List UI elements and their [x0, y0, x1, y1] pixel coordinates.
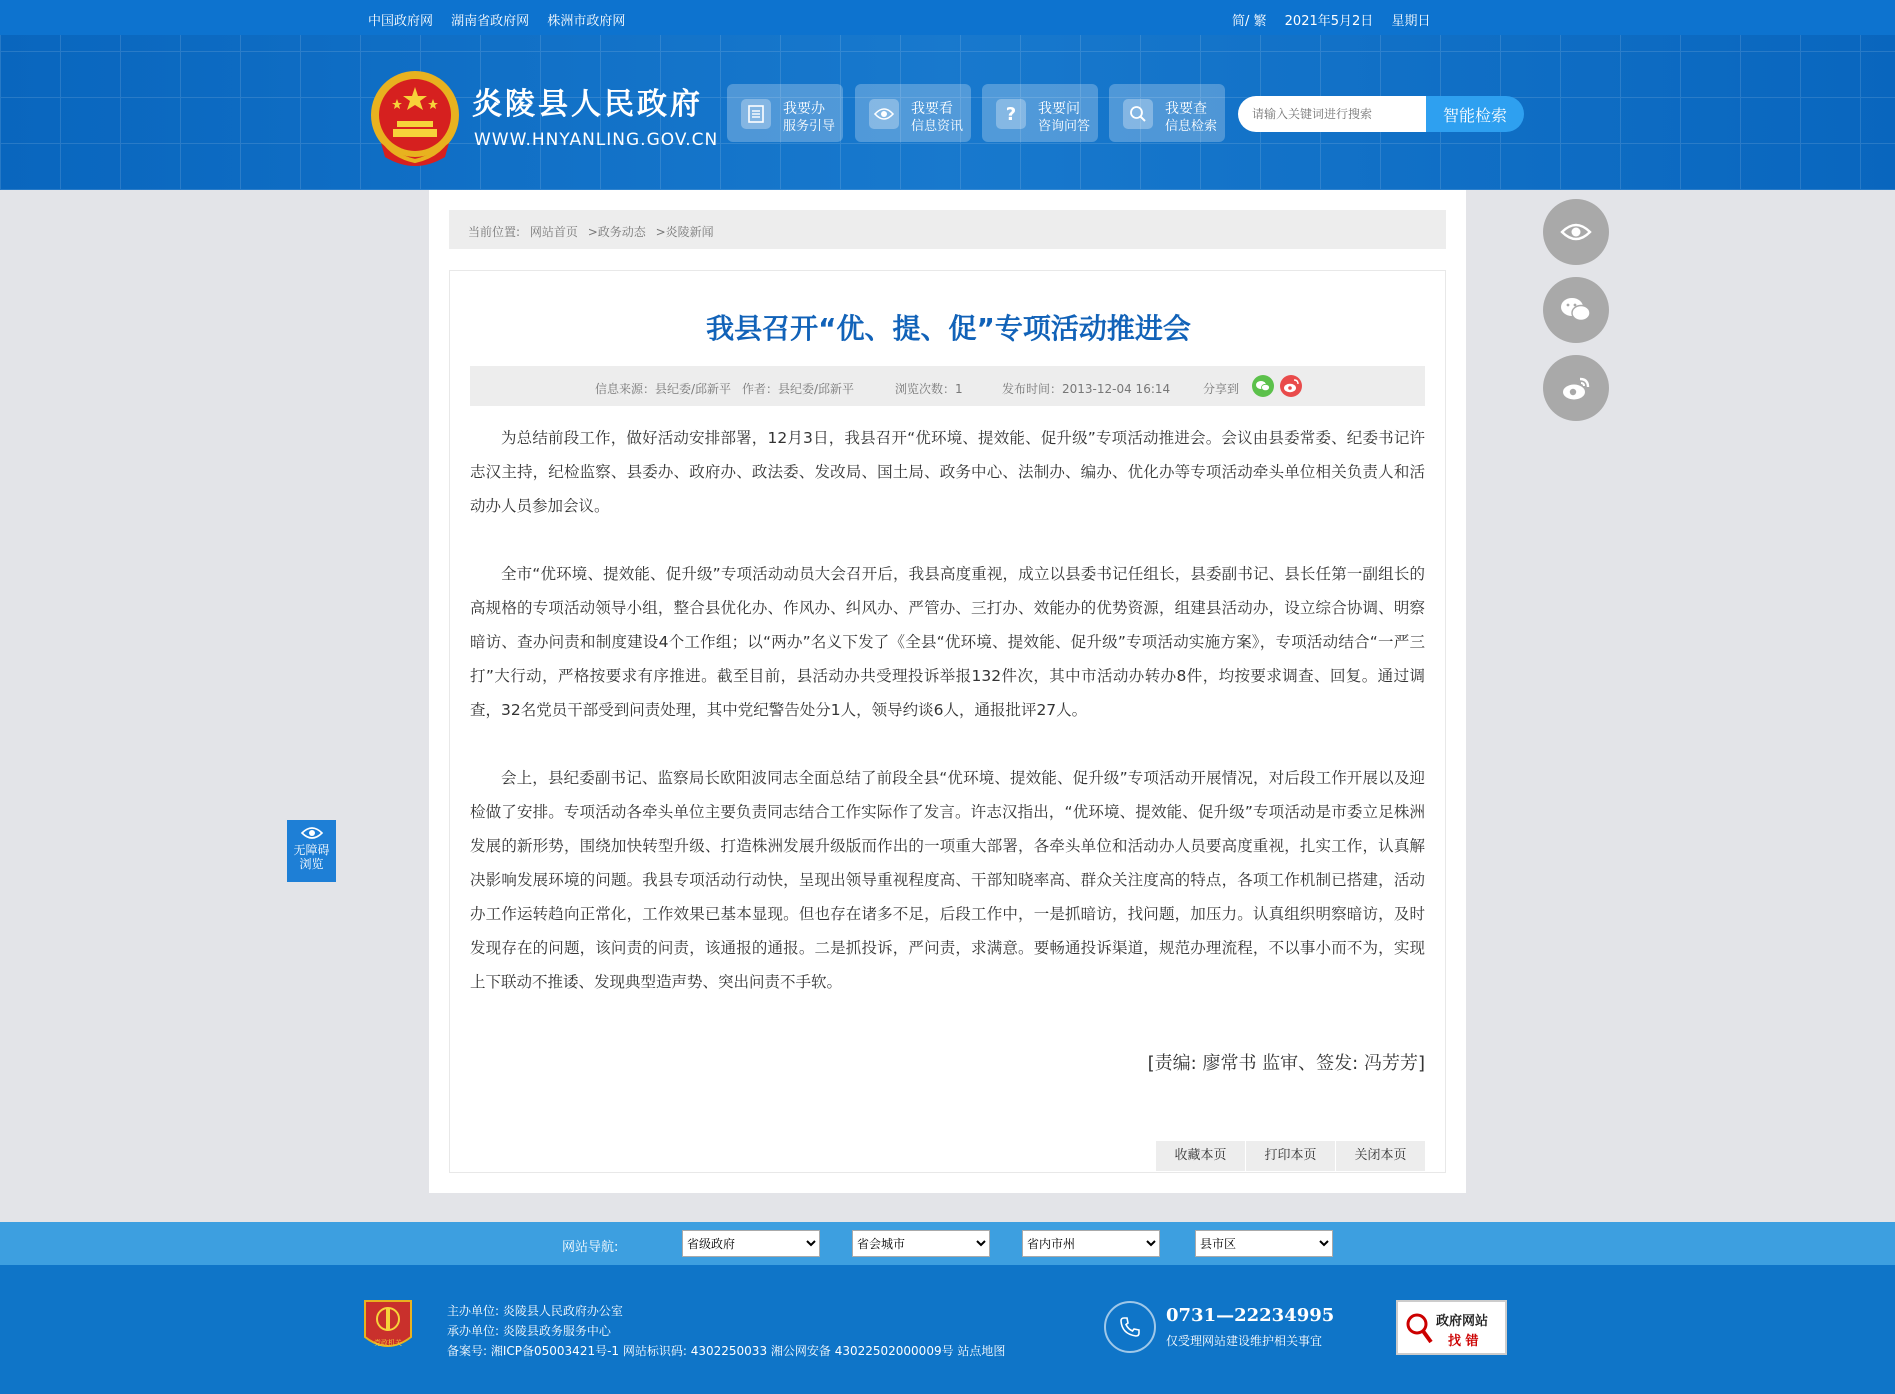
site-navigation-bar: [0, 1222, 1895, 1265]
record-info: 备案号: 湘ICP备05003421号-1 网站标识码: 4302250033 湘公网安备 43022502000009号 站点地图: [447, 1344, 1006, 1358]
breadcrumb-yanling-news[interactable]: >炎陵新闻: [655, 225, 714, 239]
float-view-button[interactable]: [1543, 199, 1609, 265]
page-actions: [1155, 1141, 1425, 1171]
meta-published: 发布时间：2013-12-04 16:14: [1002, 382, 1171, 396]
top-bar: [0, 0, 1895, 35]
button-line2: 信息资讯: [911, 119, 964, 134]
eye-icon: [869, 99, 899, 129]
smart-search-button[interactable]: 智能检索: [1426, 96, 1524, 132]
site-domain: WWW.HNYANLING.GOV.CN: [474, 130, 719, 150]
article-paragraph: 全市“优环境、提效能、促升级”专项活动动员大会召开后，我县高度重视，成立以县委书记任组长，县委副书记、县长任第一副组长的高规格的专项活动领导小组，整合县优化办、作风办、纠风办、严管办、三打办、效能办的优势资源，组建县活动办，设立综合协调、明察暗访、查办问责和制度建设4个工作组；以“两办”名义下发了《全县“优环境、提效能、促升级”专项活动实施方案》，专项活动结合“一严三打”大行动，严格按要求有序推进。截至目前，县活动办共受理投诉举报132件次，其中市活动办转办8件，均按要求调查、回复。通过调查，32名党员干部受到问责处理，其中党纪警告处分1人，领导约谈6人，通报批评27人。: [470, 565, 1425, 719]
article-meta: [470, 366, 1425, 406]
find-error-line2: 找 错: [1448, 1334, 1479, 1349]
float-weibo-button[interactable]: [1543, 355, 1609, 421]
find-error-button[interactable]: [1396, 1300, 1507, 1355]
article: [449, 270, 1446, 1173]
contact-phone-desc: 仅受理网站建设维护相关事宜: [1166, 1334, 1323, 1348]
meta-views: 浏览次数：1: [895, 382, 963, 396]
site-name[interactable]: 炎陵县人民政府: [472, 87, 703, 122]
site-nav-label: 网站导航:: [562, 1240, 619, 1255]
breadcrumb-label: 当前位置:: [468, 225, 521, 239]
button-line1: 我要查: [1165, 101, 1207, 117]
info-news-button[interactable]: [855, 84, 971, 142]
find-error-line1: 政府网站: [1436, 1314, 1489, 1329]
magnifier-icon: [1404, 1310, 1434, 1346]
capital-city-select[interactable]: [852, 1230, 990, 1257]
current-weekday: 星期日: [1391, 14, 1431, 29]
badge-text: 党政机关: [374, 1339, 402, 1347]
current-date: 2021年5月2日: [1284, 14, 1374, 29]
party-gov-badge-icon[interactable]: [363, 1297, 413, 1355]
article-paragraph: 为总结前段工作，做好活动安排部署，12月3日，我县召开“优环境、提效能、促升级”专项活动推进会。会议由县委常委、纪委书记许志汉主持，纪检监察、县委办、政府办、政法委、发改局、国土局、政务中心、法制办、编办、优化办等专项活动牵头单位相关负责人和活动办人员参加会议。: [470, 429, 1425, 515]
service-guide-button[interactable]: [727, 84, 843, 142]
link-hunan-gov[interactable]: 湖南省政府网: [451, 14, 530, 29]
link-zhuzhou-gov[interactable]: 株洲市政府网: [547, 14, 626, 29]
host-unit: 主办单位: 炎陵县人民政府办公室: [447, 1304, 623, 1318]
top-links: [368, 10, 639, 29]
close-page-button[interactable]: 关闭本页: [1335, 1141, 1425, 1171]
share-label: 分享到: [1203, 382, 1240, 396]
accessibility-label-1: 无障碍: [293, 843, 330, 857]
contact-phone: 0731—22234995: [1166, 1305, 1335, 1326]
info-search-button[interactable]: [1109, 84, 1225, 142]
weibo-share-icon[interactable]: [1280, 375, 1302, 397]
search-icon: [1123, 99, 1153, 129]
undertaker-unit: 承办单位: 炎陵县政务服务中心: [447, 1324, 611, 1338]
button-line2: 信息检索: [1165, 119, 1218, 134]
accessibility-button[interactable]: [287, 820, 336, 882]
consult-qa-button[interactable]: [982, 84, 1098, 142]
article-title: 我县召开“优、提、促”专项活动推进会: [706, 312, 1191, 345]
button-line1: 我要办: [783, 101, 825, 117]
eye-icon: [1560, 222, 1592, 242]
meta-author: 作者：县纪委/邱新平: [742, 382, 855, 396]
language-switch[interactable]: 简/ 繁: [1232, 14, 1267, 29]
button-line2: 服务引导: [783, 119, 836, 134]
main-content: [429, 190, 1466, 1193]
article-paragraph: 会上，县纪委副书记、监察局长欧阳波同志全面总结了前段全县“优环境、提效能、促升级”专项活动开展情况，对后段工作开展以及迎检做了安排。专项活动各牵头单位主要负责同志结合工作实际作了发言。许志汉指出，“优环境、提效能、促升级”专项活动是市委立足株洲发展的新形势，围绕加快转型升级、打造株洲发展升级版而作出的一项重大部署，各牵头单位和活动办人员要高度重视，扎实工作，认真解决影响发展环境的问题。我县专项活动行动快，呈现出领导重视程度高、干部知晓率高、群众关注度高的特点，各项工作机制已搭建，活动办工作运转趋向正常化，工作效果已基本显现。但也存在诸多不足，后段工作中，一是抓暗访，找问题，加压力。认真组织明察暗访，及时发现存在的问题，该问责的问责，该通报的通报。二是抓投诉，严问责，求满意。要畅通投诉渠道，规范办理流程，不以事小而不为，实现上下联动不推诿、发现典型造声势、突出问责不手软。: [470, 769, 1425, 991]
link-gov-cn[interactable]: 中国政府网: [368, 14, 434, 29]
button-line1: 我要看: [911, 101, 953, 117]
breadcrumb-gov-news[interactable]: >政务动态: [587, 225, 646, 239]
article-body: [470, 421, 1425, 1033]
top-right-info: [1232, 10, 1444, 29]
question-icon: ?: [996, 99, 1026, 129]
bookmark-page-button[interactable]: 收藏本页: [1155, 1141, 1245, 1171]
editor-credit: [责编: 廖常书 监审、签发: 冯芳芳]: [1147, 1053, 1425, 1074]
meta-source: 信息来源：县纪委/邱新平: [595, 382, 732, 396]
site-header: [0, 35, 1895, 190]
phone-icon: [1104, 1301, 1156, 1353]
breadcrumb-home[interactable]: 网站首页: [529, 225, 578, 239]
wechat-share-icon[interactable]: [1252, 375, 1274, 397]
float-wechat-button[interactable]: [1543, 277, 1609, 343]
province-city-select[interactable]: [1022, 1230, 1160, 1257]
button-line2: 咨询问答: [1038, 119, 1091, 134]
wechat-icon: [1559, 296, 1593, 324]
footer-info: [447, 1301, 1005, 1361]
search-input[interactable]: [1238, 96, 1426, 132]
eye-icon: [301, 826, 323, 840]
weibo-icon: [1560, 374, 1592, 402]
provincial-gov-select[interactable]: [682, 1230, 820, 1257]
national-emblem-icon: [367, 69, 463, 171]
accessibility-label-2: 浏览: [299, 857, 324, 871]
breadcrumb: [449, 210, 1446, 249]
site-footer: [0, 1265, 1895, 1394]
button-line1: 我要问: [1038, 101, 1080, 117]
print-page-button[interactable]: 打印本页: [1245, 1141, 1335, 1171]
document-icon: [741, 99, 771, 129]
county-district-select[interactable]: [1195, 1230, 1333, 1257]
